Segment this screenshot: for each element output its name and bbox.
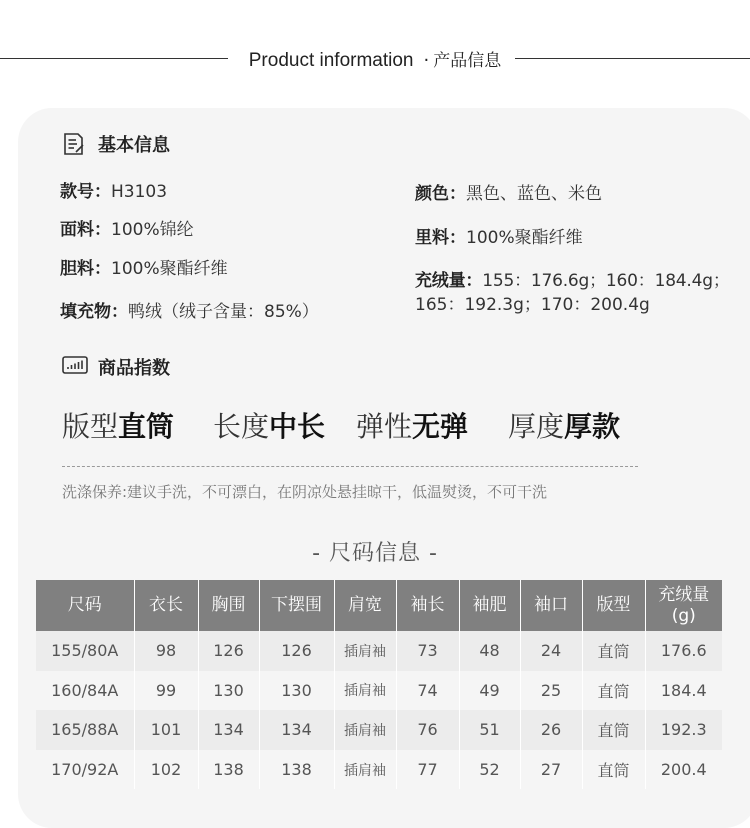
fill-amount-sep: ：: [465, 271, 483, 291]
table-cell: 134: [259, 710, 334, 750]
col-header-shoulder: 肩宽: [334, 580, 396, 631]
fill-amount: [415, 269, 730, 293]
filling-key: 填充物: [60, 302, 111, 322]
header-title-cn: 产品信息: [433, 51, 502, 71]
table-cell: 51: [459, 710, 520, 750]
table-row: [36, 750, 722, 790]
table-cell: 27: [520, 750, 582, 790]
lining: [415, 226, 583, 250]
color: [415, 182, 602, 206]
dashed-divider: [62, 466, 638, 467]
fabric: [60, 218, 194, 242]
table-cell: 192.3: [645, 710, 722, 750]
table-cell: 52: [459, 750, 520, 790]
fill-amount-line1: 155：176.6g；160：184.4g；: [482, 271, 730, 291]
col-header-fill-amount: [645, 580, 722, 631]
style-number-key: 款号: [60, 182, 94, 202]
table-cell: 200.4: [645, 750, 722, 790]
table-cell: 77: [396, 750, 459, 790]
table-cell: 24: [520, 631, 582, 671]
table-cell: 98: [134, 631, 198, 671]
table-cell: 155/80A: [36, 631, 134, 671]
index-length-label: 长度: [213, 410, 270, 443]
index-fit-label: 版型: [62, 410, 119, 443]
table-row: [36, 631, 722, 671]
index-title: 商品指数: [98, 358, 170, 379]
table-cell: 直筒: [582, 750, 645, 790]
table-row: [36, 671, 722, 711]
table-cell: 26: [520, 710, 582, 750]
care-instructions: 洗涤保养:建议手洗，不可漂白，在阴凉处悬挂晾干，低温熨烫，不可干洗: [62, 483, 548, 501]
table-cell: 99: [134, 671, 198, 711]
table-cell: 直筒: [582, 710, 645, 750]
table-cell: 直筒: [582, 671, 645, 711]
table-cell: 76: [396, 710, 459, 750]
col-header-hem: 下摆围: [259, 580, 334, 631]
index-length: [213, 405, 325, 445]
table-cell: 126: [198, 631, 259, 671]
lining-sep: ：: [449, 228, 466, 248]
header-title-dot: ·: [423, 50, 430, 71]
table-cell: 插肩袖: [334, 671, 396, 711]
size-table-header: [36, 580, 722, 631]
table-cell: 73: [396, 631, 459, 671]
table-row: [36, 710, 722, 750]
index-thickness: [508, 405, 620, 445]
style-number-sep: ：: [94, 182, 111, 202]
table-cell: 74: [396, 671, 459, 711]
index-fit-value: 直筒: [118, 410, 175, 443]
index-elasticity: [356, 405, 468, 445]
table-cell: 138: [259, 750, 334, 790]
liner: [60, 257, 228, 281]
table-cell: 48: [459, 631, 520, 671]
table-cell: 插肩袖: [334, 631, 396, 671]
section-header: [0, 40, 750, 76]
table-cell: 130: [198, 671, 259, 711]
table-cell: 插肩袖: [334, 710, 396, 750]
index-heading: [62, 354, 170, 380]
filling: [60, 300, 319, 324]
index-elasticity-value: 无弹: [412, 410, 469, 443]
col-header-length: 衣长: [134, 580, 198, 631]
table-cell: 176.6: [645, 631, 722, 671]
table-cell: 25: [520, 671, 582, 711]
signal-bars-icon: [62, 355, 86, 379]
basic-info-heading: [62, 131, 170, 157]
index-length-value: 中长: [269, 410, 326, 443]
fill-amount-key: 充绒量: [415, 271, 466, 291]
table-cell: 101: [134, 710, 198, 750]
color-key: 颜色: [415, 184, 449, 204]
style-number: [60, 180, 167, 204]
fabric-key: 面料: [60, 220, 94, 240]
basic-info-title: 基本信息: [98, 135, 170, 156]
size-table: [36, 580, 722, 789]
table-cell: 插肩袖: [334, 750, 396, 790]
index-fit: [62, 405, 174, 445]
table-cell: 138: [198, 750, 259, 790]
index-elasticity-label: 弹性: [356, 410, 413, 443]
col-header-fit: 版型: [582, 580, 645, 631]
table-cell: 130: [259, 671, 334, 711]
lining-key: 里料: [415, 228, 449, 248]
header-title-en: Product information: [248, 50, 414, 71]
col-header-sleeve-length: 袖长: [396, 580, 459, 631]
table-cell: 160/84A: [36, 671, 134, 711]
filling-value: 鸭绒（绒子含量：85%）: [128, 302, 319, 322]
index-thickness-value: 厚款: [564, 410, 621, 443]
header-title: [0, 46, 750, 72]
style-number-value: H3103: [111, 182, 168, 202]
col-header-sleeve-width: 袖肥: [459, 580, 520, 631]
fill-amount-line2: 165：192.3g；170：200.4g: [415, 295, 650, 315]
col-header-cuff: 袖口: [520, 580, 582, 631]
color-sep: ：: [449, 184, 466, 204]
liner-sep: ：: [94, 259, 111, 279]
lining-value: 100%聚酯纤维: [466, 228, 583, 248]
header-divider-right: [515, 58, 750, 59]
filling-sep: ：: [111, 302, 128, 322]
color-value: 黑色、蓝色、米色: [466, 184, 602, 204]
fabric-value: 100%锦纶: [111, 220, 194, 240]
col-header-fill-amount-label: 充绒量: [658, 584, 710, 605]
table-cell: 49: [459, 671, 520, 711]
document-list-icon: [62, 132, 86, 156]
table-cell: 126: [259, 631, 334, 671]
table-cell: 165/88A: [36, 710, 134, 750]
size-info-title: - 尺码信息 -: [312, 541, 438, 566]
col-header-size: 尺码: [36, 580, 134, 631]
col-header-chest: 胸围: [198, 580, 259, 631]
liner-key: 胆料: [60, 259, 94, 279]
table-cell: 直筒: [582, 631, 645, 671]
col-header-fill-amount-unit: (g): [671, 605, 696, 626]
index-thickness-label: 厚度: [508, 410, 565, 443]
table-cell: 184.4: [645, 671, 722, 711]
table-cell: 102: [134, 750, 198, 790]
table-cell: 170/92A: [36, 750, 134, 790]
fabric-sep: ：: [94, 220, 111, 240]
liner-value: 100%聚酯纤维: [111, 259, 228, 279]
table-cell: 134: [198, 710, 259, 750]
